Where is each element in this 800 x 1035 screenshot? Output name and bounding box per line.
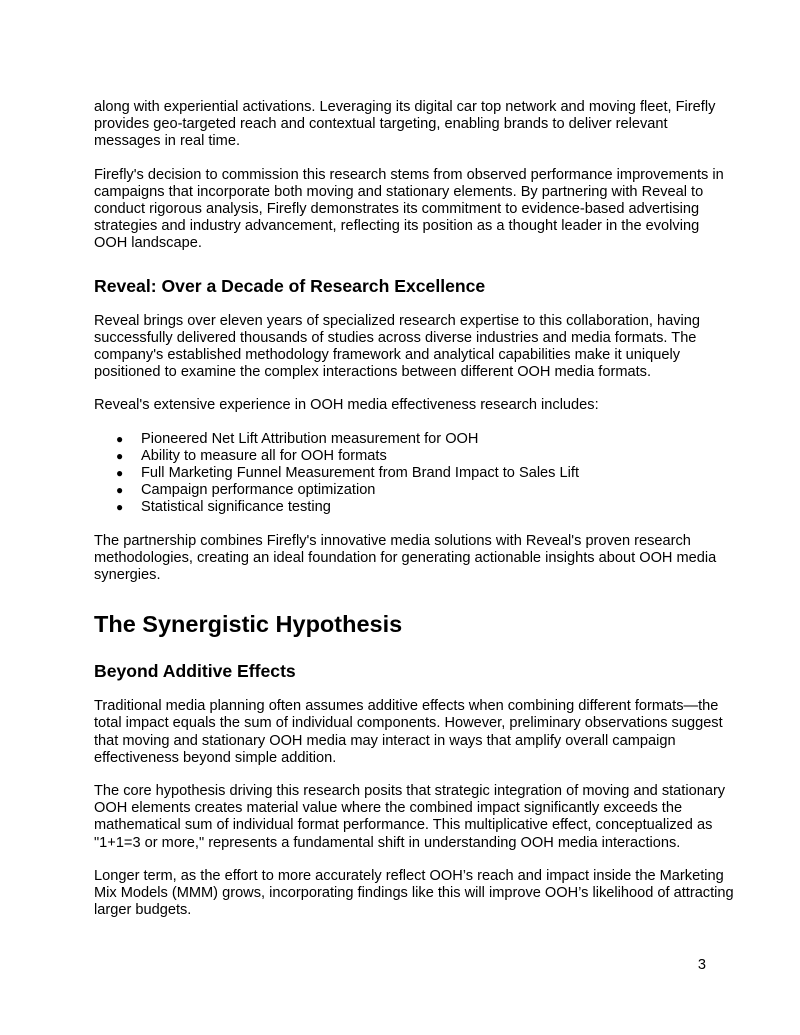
list-item-text: Campaign performance optimization <box>141 482 376 499</box>
page-number: 3 <box>697 957 706 973</box>
list-item-text: Full Marketing Funnel Measurement from Brand Impact to Sales Lift <box>141 465 579 482</box>
reveal-section-heading: Reveal: Over a Decade of Research Excellence <box>94 275 486 296</box>
reveal-paragraph-3: The partnership combines Firefly's innovative media solutions with Reveal's proven research methodologies, creating an ideal foundation for generating actionable insights about OOH media synergies. <box>94 532 717 584</box>
reveal-paragraph-2: Reveal's extensive experience in OOH media effectiveness research includes: <box>94 397 599 414</box>
bullet-icon: ● <box>116 483 124 498</box>
list-item-text: Statistical significance testing <box>141 499 331 516</box>
list-item-text: Ability to measure all for OOH formats <box>141 447 387 464</box>
list-item-text: Pioneered Net Lift Attribution measurement for OOH <box>141 430 479 447</box>
hypothesis-subheading: Beyond Additive Effects <box>94 661 296 682</box>
list-item <box>94 465 734 482</box>
bullet-icon: ● <box>116 466 124 481</box>
document-page <box>94 99 734 920</box>
hypothesis-paragraph-3: Longer term, as the effort to more accurately reflect OOH’s reach and impact inside the Marketing Mix Models (MMM) grows, incorporating findings like this will improve OOH’s likelihood of attracting larger budgets. <box>94 867 734 919</box>
bullet-icon: ● <box>116 431 124 446</box>
list-item <box>94 482 734 499</box>
intro-paragraph-2: Firefly's decision to commission this research stems from observed performance improvements in campaigns that incorporate both moving and stationary elements. By partnering with Reveal to conduct rigorous analysis, Firefly demonstrates its commitment to evidence-based advertising strategies and industry advancement, reflecting its position as a thought leader in the evolving OOH landscape. <box>94 166 724 252</box>
hypothesis-section-title: The Synergistic Hypothesis <box>94 611 403 638</box>
intro-paragraph-1: along with experiential activations. Leveraging its digital car top network and moving fleet, Firefly provides geo-targeted reach and contextual targeting, enabling brands to deliver relevant messages in real time. <box>94 99 716 150</box>
reveal-capabilities-list <box>94 431 734 517</box>
hypothesis-paragraph-2: The core hypothesis driving this research posits that strategic integration of moving and stationary OOH elements creates material value where the combined impact significantly exceeds the mathematical sum of individual format performance. This multiplicative effect, conceptualized as "1+1=3 or more," represents a fundamental shift in understanding OOH media interactions. <box>94 783 726 851</box>
reveal-paragraph-1: Reveal brings over eleven years of specialized research expertise to this collaboration, having successfully delivered thousands of studies across diverse industries and media formats. The company's established methodology framework and analytical capabilities make it uniquely positioned to examine the complex interactions between different OOH media formats. <box>94 312 700 381</box>
list-item <box>94 448 734 465</box>
bullet-icon: ● <box>116 448 124 463</box>
list-item <box>94 431 734 448</box>
hypothesis-paragraph-1: Traditional media planning often assumes additive effects when combining different formats—the total impact equals the sum of individual components. However, preliminary observations suggest that moving and stationary OOH media may interact in ways that amplify overall campaign effectiveness beyond simple addition. <box>94 698 723 766</box>
list-item <box>94 499 734 516</box>
bullet-icon: ● <box>116 500 124 515</box>
